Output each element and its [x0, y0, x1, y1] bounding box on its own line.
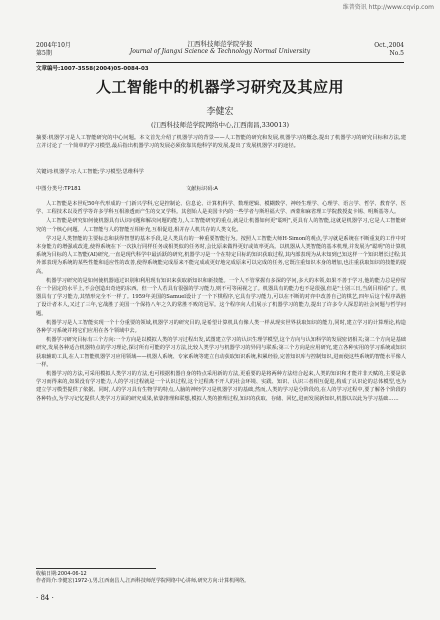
- footnote: [36, 571, 406, 585]
- header-issue-en: No.5: [389, 50, 404, 57]
- journal-name-en: Journal of Jiangxi Science & Technology Normal University: [129, 48, 311, 55]
- running-header: [36, 40, 404, 63]
- author-bio: 作者简介:李健宏(1972-),男,江西南昌人,江西科技师范学院网络中心讲师,研究方向:计算机网络。: [36, 578, 250, 584]
- body-paragraph: 人工智能是本世纪50年代形成的一门新兴学科,它是控制论、信息论、计算机科学、数理逻辑、模糊数学、神经生理学、心理学、语言学、哲学、教育学、医学、工程技术以及哲学等许多学科互相渗透而产生的交叉学科。其创始人是美国卡内的一些学者与斯坦福大学、西蒙和麻省理工学院教授麦卡锡、明斯基等人。: [36, 201, 406, 216]
- document-code: 文献标识码:A: [186, 186, 218, 192]
- body-paragraph: 机器学习研究目标有三个方向:一个方向是以模拟人类的学习过程出发,试图建立学习的认识生理学模型,这个方向与认知科学的发展密切相关;第二个方向是基础研究,发展各种适合机器特点的学习理论,探讨所有可能的学习方法,比较人类学习与机器学习的异同与联系;第三个方向是应用研究,建立各种实用的学习系统或知识获取辅助工具,在人工智能机器学习应用领域——机器人系统、专家系统等建立自动获取知识系统,积累经验,完善知识库与控制知识,进而使这些系统的智能水平像人一样。: [36, 337, 406, 368]
- header-right: [374, 42, 404, 58]
- header-center: [36, 40, 404, 56]
- keywords: 关键词:机器学习;人工智能;学习模型;思维科学: [36, 169, 144, 175]
- header-date-en: Oct.,2004: [374, 42, 404, 49]
- header-date: 2004年10月: [36, 42, 71, 49]
- body-paragraph: 人工智能是研究如何使机器具有认识问题和解决问题的能力,人工智能研究的重点,就是让机器如何更"聪明",更具有人的智能,这就是机器学习,它是人工智能研究的一个核心问题。人工智能与人的智能互相补充,互相促进,相并存人机共存的人类文化。: [36, 218, 406, 233]
- paper-title: 人工智能中的机器学习研究及其应用: [95, 78, 344, 96]
- author-affiliation: (江西科技师范学院网络中心,江西南昌,330013): [150, 121, 290, 129]
- page-number: · 84 ·: [36, 594, 54, 602]
- body-paragraph: 机器学习是人工智能实现一个十分重要的领域,机器学习的研究目的,是希望计算机具有像人类一样从现实世界获取知识的能力,同时,建立学习的计算理论,构造各种学习系统并将它们应用在各个领域中去。: [36, 319, 406, 335]
- article-number: 文章编号:1007-3558(2004)05-0084-03: [36, 66, 149, 72]
- body-paragraph: 学习是人类智能的主要标志和获得智慧的基本手段,是人类具有的一种重要智能行为。按照人工智能大师H·Simon的观点,学习就是系统在不断重复的工作中对本身能力的增强或改进,使得系统在下一次执行同样任务或相类似的任务时,会比原来做得更好或效率更高。以机器从人类智能的基本机理,并发展为"聪明"的计算机系统为目标的人工智能(AI)研究,一直是现代科学中最活跃的研究,机器学习是一个在特定目标的知识获取过程,其内部表现为从未知到已知这样一个知识增长过程;其外部表现为系统的某些性能和适应性的改善,使得系统能完成原来不能完成或更好地完成原来可以完成的任务,它既注重知识本身的增加,也注重获取知识的技能的提高。: [36, 235, 406, 275]
- body-text: [36, 200, 406, 404]
- received-date: 收稿日期:2004-06-12: [36, 571, 87, 577]
- footnote-rule: [36, 568, 156, 569]
- classification-line: [36, 184, 406, 192]
- body-paragraph: 机器学习研究的是如何使机器通过识别和利用现有知识来获取新知识和新技能。一个人不管掌握有多深的学问,多大的本领,如果不善于学习,他的能力总是停留在一个固定的水平上,不会创造出奇迹的东西。但一个人若具有很强的学习能力,则不可等闲视之了。机器具有的能力也不是很强,但是"士别三日,当刮目相看"了。机器具有了学习能力,其情形完全不一样了。1959年美国的Samuel设计了一个下棋程序,它具有学习能力,可以在不断的对弈中改善自己的棋艺,四年后这个程序战胜了设计者本人,又过了三年,它战胜了美国一个保持八年之久的常胜不败的冠军。这个程序向人们展示了机器学习的能力,提出了许多令人深思的社会问题与哲学问题。: [36, 277, 406, 317]
- journal-name-cn: 江西科技师范学院学报: [187, 40, 253, 48]
- clc-number: 中图分类号:TP181: [36, 186, 81, 192]
- paper-author: 李健宏: [206, 107, 234, 117]
- header-issue: 第5期: [36, 50, 52, 57]
- watermark: 维普资讯 http://www.cqvip.com: [342, 4, 434, 11]
- body-paragraph: 机器学习的方法,可采用模拟人类学习的方法,也可根据机器自身的特点采用新的方法,更重要的是将两种方法结合起来,人类的知识和才能并非天赋的,主要是靠学习而得来的,如果没有学习能力,人的学习过程就是一个认识过程,这个过程离不开人的社会环境、实践、知识、认识三者相互促进,构成了认识论的总体模型,也为建立学习模型提供了依据。同时,人的学习具有生物学的特点,人脑的神经学习是机器学习的基础,然而,人类的学习是分阶段的,在人的学习过程中,要了解各个阶段的各种特点,为学习记忆提供人类学习方面的研究成果,依靠推理和联想,模拟人类的推理过程,知识的获取、存储、回忆,进而发展新知识,机器以以此为学习基础……: [36, 371, 406, 402]
- abstract: 摘要:机器学习是人工智能研究的中心问题。本文首先介绍了机器学习的背景——人工智能的研究和发展,机器学习的概念,提出了机器学习的研究目标和方法,建立并讨论了一个简单的学习模型,最后指出机器学习的发展必须依靠其他科学的发展,提出了发展机器学习的途径。: [36, 135, 406, 150]
